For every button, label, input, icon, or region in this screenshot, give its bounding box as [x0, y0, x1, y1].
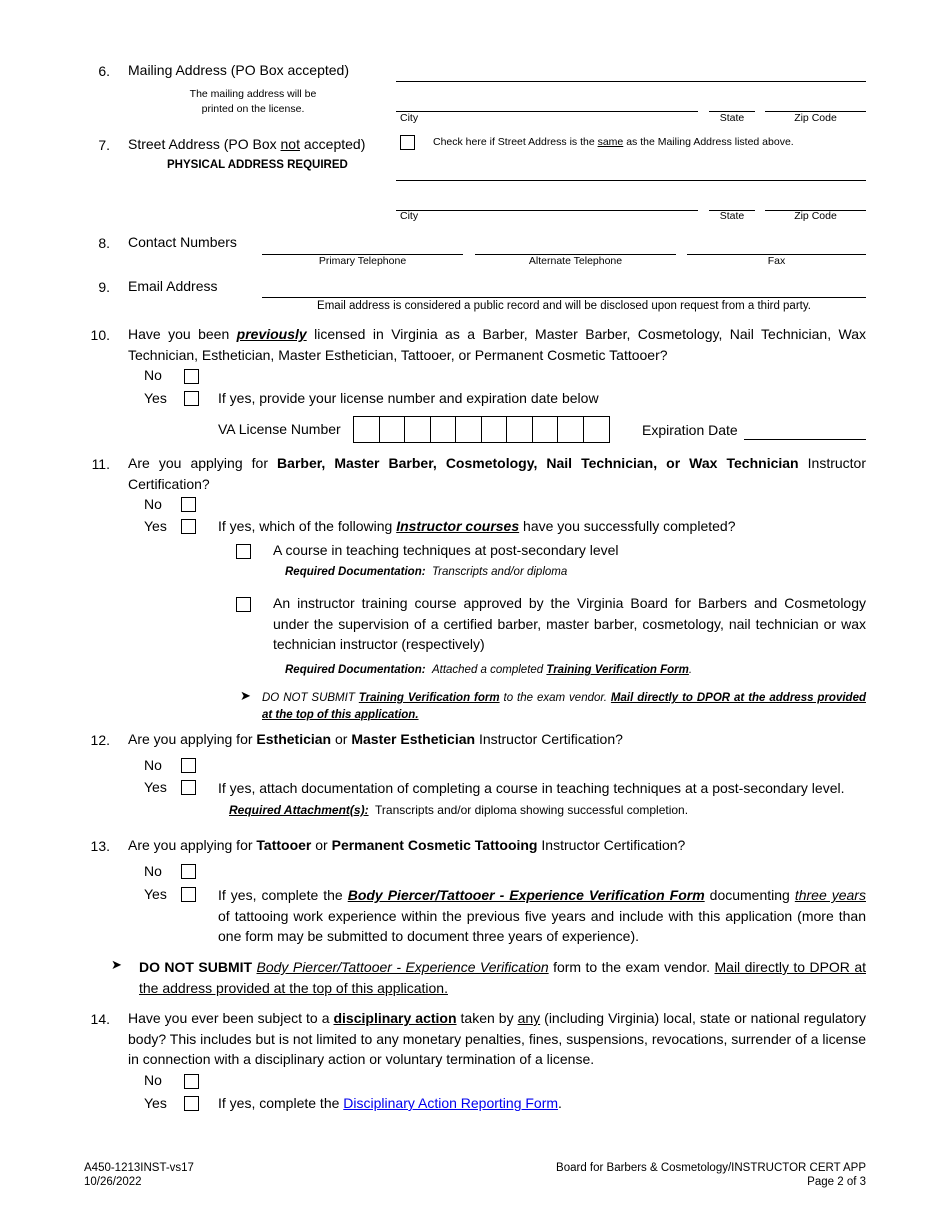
q12-no-checkbox[interactable] [181, 758, 196, 773]
street-address-label: Street Address (PO Box not accepted) [128, 136, 366, 152]
physical-address-required: PHYSICAL ADDRESS REQUIRED [167, 159, 348, 171]
arrow-bullet-icon: ➤ [240, 688, 251, 703]
license-number-label: VA License Number [218, 421, 341, 437]
street-zip-label: Zip Code [794, 210, 837, 222]
q10-yes-label: Yes [144, 390, 167, 406]
q13-warning: DO NOT SUBMIT Body Piercer/Tattooer - Experience Verification form to the exam vendor. Mail directly to DPOR at the address provided at the top of this application. [139, 959, 867, 996]
street-state-label: State [719, 210, 745, 222]
mailing-street-field[interactable] [396, 81, 866, 82]
email-address-label: Email Address [128, 278, 218, 294]
note-line-2: printed on the license. [201, 103, 305, 115]
q11-warning: DO NOT SUBMIT Training Verification form to the exam vendor. Mail directly to DPOR at the address provided at the top of this application. [262, 692, 866, 721]
q13-yes-label: Yes [144, 886, 167, 902]
q11-option2-doc: Required Documentation: Attached a completed Training Verification Form. [285, 664, 693, 676]
q11-option2-checkbox[interactable] [236, 597, 251, 612]
email-note: Email address is considered a public record and will be disclosed upon request from a third party. [317, 300, 811, 312]
q11-no-label: No [144, 496, 162, 512]
q12-yes-text: If yes, attach documentation of completing a course in teaching techniques at a post-secondary level. [218, 780, 845, 796]
q10-question: Have you been previously licensed in Virginia as a Barber, Master Barber, Cosmetology, Nail Technician, Wax Technician, Esthetician, Master Esthetician, Tattooer, or Permanent Cosmetic Tattooer? [128, 326, 866, 363]
q14-yes-checkbox[interactable] [184, 1096, 199, 1111]
q11-option1-text: A course in teaching techniques at post-secondary level [273, 542, 619, 558]
street-city-field[interactable] [396, 210, 698, 211]
form-id: A450-1213INST-vs17 [84, 1162, 194, 1174]
q13-no-checkbox[interactable] [181, 864, 196, 879]
arrow-bullet-icon: ➤ [111, 957, 122, 972]
q10-no-checkbox[interactable] [184, 369, 199, 384]
q11-question: Are you applying for Barber, Master Barber, Cosmetology, Nail Technician, or Wax Technician Instructor Certification? [128, 455, 866, 492]
q12-no-label: No [144, 757, 162, 773]
mailing-address-note [128, 87, 378, 117]
q9-number: 9. [98, 279, 110, 295]
primary-telephone-label: Primary Telephone [318, 255, 407, 267]
q13-yes-text: If yes, complete the Body Piercer/Tattooer - Experience Verification Form documenting three years of tattooing work experience within the previous five years and include with this application (more than one form may be submitted to document three years of experience). [218, 887, 866, 944]
same-address-checkbox[interactable] [400, 135, 415, 150]
q12-yes-checkbox[interactable] [181, 780, 196, 795]
q7-number: 7. [98, 137, 110, 153]
q11-option1-checkbox[interactable] [236, 544, 251, 559]
footer-left [84, 1161, 194, 1189]
contact-numbers-label: Contact Numbers [128, 234, 237, 250]
q11-yes-text: If yes, which of the following Instructor courses have you successfully completed? [218, 518, 736, 534]
q11-yes-label: Yes [144, 518, 167, 534]
q11-yes-checkbox[interactable] [181, 519, 196, 534]
expiration-date-field[interactable] [744, 439, 866, 440]
q14-question: Have you ever been subject to a disciplinary action taken by any (including Virginia) local, state or national regulatory body? This includes but is not limited to any monetary penalties, fines, suspensions, revocations, surrender of a license in connection with a disciplinary action or voluntary termination of a license. [128, 1010, 866, 1067]
disciplinary-action-form-link[interactable]: Disciplinary Action Reporting Form [343, 1095, 559, 1111]
q6-number: 6. [98, 63, 110, 79]
q14-no-label: No [144, 1072, 162, 1088]
q13-no-label: No [144, 863, 162, 879]
fax-label: Fax [767, 255, 786, 267]
q10-no-label: No [144, 367, 162, 383]
mailing-zip-label: Zip Code [794, 112, 837, 124]
q14-number: 14. [90, 1011, 110, 1027]
q11-option2-text: An instructor training course approved by the Virginia Board for Barbers and Cosmetology under the supervision of a certified barber, master barber, cosmetology, nail technician or wax technician instructor (respectively) [273, 595, 866, 652]
mailing-state-label: State [719, 112, 745, 124]
q13-yes-checkbox[interactable] [181, 887, 196, 902]
q12-question: Are you applying for Esthetician or Master Esthetician Instructor Certification? [128, 731, 623, 747]
page-number: Page 2 of 3 [807, 1176, 866, 1188]
same-address-label: Check here if Street Address is the same as the Mailing Address listed above. [433, 136, 794, 148]
q11-no-checkbox[interactable] [181, 497, 196, 512]
q12-required-attachment: Required Attachment(s): Transcripts and/or diploma showing successful completion. [229, 803, 689, 817]
board-name: Board for Barbers & Cosmetology/INSTRUCTOR CERT APP [556, 1162, 866, 1174]
q14-yes-text: If yes, complete the Disciplinary Action Reporting Form. [218, 1095, 562, 1111]
note-line-1: The mailing address will be [189, 88, 317, 100]
mailing-city-field[interactable] [396, 111, 698, 112]
q10-yes-checkbox[interactable] [184, 391, 199, 406]
mailing-city-label: City [400, 112, 419, 124]
footer-right [556, 1161, 866, 1189]
q11-option1-doc: Required Documentation: Transcripts and/or diploma [285, 566, 568, 578]
street-city-label: City [400, 210, 419, 222]
q10-number: 10. [90, 327, 110, 343]
q14-yes-label: Yes [144, 1095, 167, 1111]
street-address-field[interactable] [396, 180, 866, 181]
email-field[interactable] [262, 297, 866, 298]
q13-number: 13. [90, 838, 110, 854]
license-number-input[interactable] [353, 416, 610, 443]
q10-yes-text: If yes, provide your license number and expiration date below [218, 390, 599, 406]
expiration-date-label: Expiration Date [642, 422, 738, 438]
form-date: 10/26/2022 [84, 1176, 142, 1188]
mailing-address-label: Mailing Address (PO Box accepted) [128, 62, 349, 78]
q13-question: Are you applying for Tattooer or Permanent Cosmetic Tattooing Instructor Certification? [128, 837, 686, 853]
q8-number: 8. [98, 235, 110, 251]
alternate-telephone-label: Alternate Telephone [528, 255, 623, 267]
q14-no-checkbox[interactable] [184, 1074, 199, 1089]
q12-yes-label: Yes [144, 779, 167, 795]
q11-number: 11. [91, 456, 110, 472]
q12-number: 12. [90, 732, 110, 748]
